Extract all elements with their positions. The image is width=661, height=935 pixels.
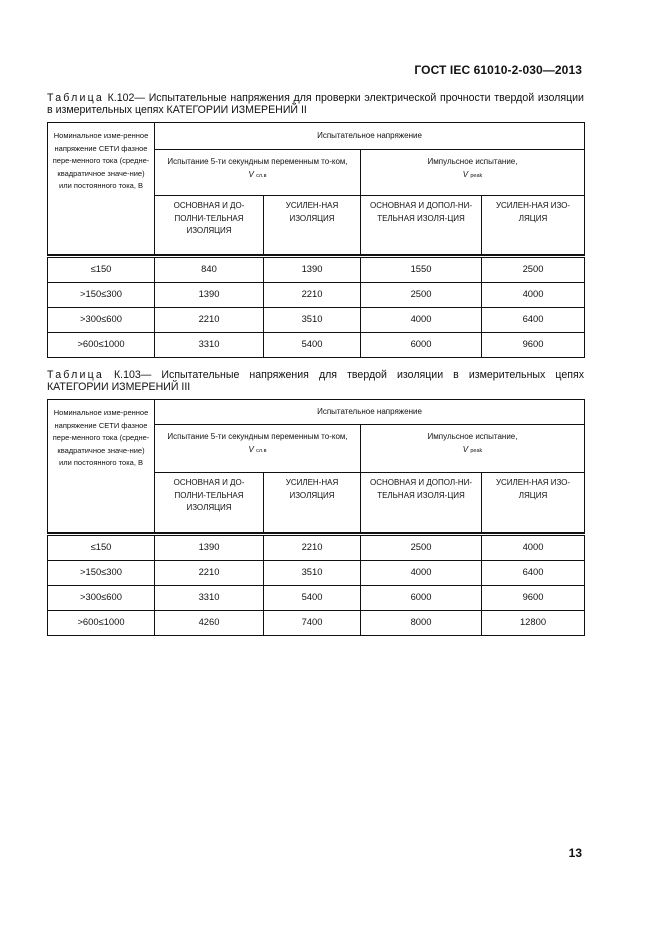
table2-subheader-impulse-subscript: peak [470, 447, 483, 454]
table-cell: 9600 [482, 332, 585, 357]
table-cell: 2210 [155, 560, 264, 585]
table1-subheader-ac-symbol: V [248, 169, 254, 179]
table-cell: 4000 [361, 560, 482, 585]
table1-corner-header: Номинальное изме-ренное напряжение СЕТИ фазное пере-менного тока (средне-квадратичное значе-ние) или постоянного тока, В [48, 123, 155, 255]
table2-subheader-ac [155, 425, 361, 473]
table1-subheader-impulse-symbol: V [462, 169, 469, 179]
table-cell: 4260 [155, 610, 264, 635]
table-cell: >300≤600 [48, 585, 155, 610]
table-cell: >600≤1000 [48, 332, 155, 357]
table1-subheader-ac-text: Испытание 5-ти секундным переменным то-ком, [167, 157, 348, 166]
table-row [48, 560, 585, 585]
table-cell: 2500 [361, 282, 482, 307]
table2-caption [47, 369, 584, 393]
table-row [48, 282, 585, 307]
table1-col-basic-impulse: ОСНОВНАЯ И ДОПОЛ-НИ-ТЕЛЬНАЯ ИЗОЛЯ-ЦИЯ [361, 196, 482, 255]
table2-subheader-impulse-text: Импульсное испытание, [427, 432, 518, 441]
table1-subheader-impulse-subscript: peak [470, 172, 483, 179]
table2-subheader-ac-symbol: V [248, 444, 254, 454]
table-cell: 4000 [361, 307, 482, 332]
table1-caption-word: Таблица [47, 92, 104, 104]
table-cell: >150≤300 [48, 282, 155, 307]
table-cell: 5400 [264, 332, 361, 357]
table2-subheader-impulse-symbol: V [462, 444, 469, 454]
table-row [48, 535, 585, 560]
table1-col-basic-ac: ОСНОВНАЯ И ДО-ПОЛНИ-ТЕЛЬНАЯ ИЗОЛЯЦИЯ [155, 196, 264, 255]
table2-col-reinforced-ac: УСИЛЕН-НАЯ ИЗОЛЯЦИЯ [264, 473, 361, 533]
table1-subheader-ac-subscript: сл.в [256, 172, 267, 179]
table-cell: 9600 [482, 585, 585, 610]
table2-subheader-ac-text: Испытание 5-ти секундным переменным то-ком, [167, 432, 348, 441]
table-row [48, 307, 585, 332]
table-cell: 7400 [264, 610, 361, 635]
table-cell: 3310 [155, 332, 264, 357]
table-cell: 4000 [482, 282, 585, 307]
table-cell: 2210 [264, 535, 361, 560]
table1-subheader-impulse [361, 150, 585, 196]
table2-corner-header: Номинальное изме-ренное напряжение СЕТИ фазное пере-менного тока (средне-квадратичное значе-ние) или постоянного тока, В [48, 400, 155, 533]
table-cell: 2210 [264, 282, 361, 307]
table2-col-basic-impulse: ОСНОВНАЯ И ДОПОЛ-НИ-ТЕЛЬНАЯ ИЗОЛЯ-ЦИЯ [361, 473, 482, 533]
table2-caption-word: Таблица [47, 369, 104, 381]
table-cell: >300≤600 [48, 307, 155, 332]
page-number: 13 [568, 846, 582, 860]
table1-group-header: Испытательное напряжение [155, 123, 585, 150]
table2-col-reinforced-impulse: УСИЛЕН-НАЯ ИЗО-ЛЯЦИЯ [482, 473, 585, 533]
table1-caption-text: К.102— Испытательные напряжения для проверки электрической прочности твердой изоляции в измерительных цепях КАТЕГОРИИ ИЗМЕРЕНИЙ II [47, 92, 584, 116]
table1 [47, 122, 585, 358]
table1-subheader-ac [155, 150, 361, 196]
table-cell: 6000 [361, 332, 482, 357]
table-cell: 1390 [155, 535, 264, 560]
table2-col-basic-ac: ОСНОВНАЯ И ДО-ПОЛНИ-ТЕЛЬНАЯ ИЗОЛЯЦИЯ [155, 473, 264, 533]
table1-caption [47, 92, 584, 116]
table-cell: 3510 [264, 560, 361, 585]
table-cell: 1550 [361, 257, 482, 282]
table-cell: >150≤300 [48, 560, 155, 585]
table-cell: 5400 [264, 585, 361, 610]
standard-designation: ГОСТ IEC 61010-2-030—2013 [414, 63, 582, 77]
table-cell: 12800 [482, 610, 585, 635]
table-cell: 8000 [361, 610, 482, 635]
table-row [48, 585, 585, 610]
table-row [48, 257, 585, 282]
table2-group-header: Испытательное напряжение [155, 400, 585, 425]
table-cell: 1390 [264, 257, 361, 282]
table-cell: 2500 [482, 257, 585, 282]
table2-caption-text: К.103— Испытательные напряжения для твердой изоляции в измерительных цепях КАТЕГОРИИ ИЗМЕРЕНИЙ III [47, 369, 584, 393]
table2-subheader-ac-subscript: сл.в [256, 447, 267, 454]
table-cell: 3510 [264, 307, 361, 332]
table1-subheader-impulse-text: Импульсное испытание, [427, 157, 518, 166]
table2 [47, 399, 585, 636]
table-row [48, 332, 585, 357]
table-row [48, 610, 585, 635]
table-cell: 4000 [482, 535, 585, 560]
table-cell: 840 [155, 257, 264, 282]
table-cell: 2500 [361, 535, 482, 560]
table1-col-reinforced-impulse: УСИЛЕН-НАЯ ИЗО-ЛЯЦИЯ [482, 196, 585, 255]
table-cell: 2210 [155, 307, 264, 332]
table-cell: 1390 [155, 282, 264, 307]
table1-col-reinforced-ac: УСИЛЕН-НАЯ ИЗОЛЯЦИЯ [264, 196, 361, 255]
table-cell: >600≤1000 [48, 610, 155, 635]
table-cell: 6400 [482, 560, 585, 585]
table-cell: 6400 [482, 307, 585, 332]
table-cell: ≤150 [48, 257, 155, 282]
table-cell: ≤150 [48, 535, 155, 560]
table-cell: 6000 [361, 585, 482, 610]
table-cell: 3310 [155, 585, 264, 610]
table2-subheader-impulse [361, 425, 585, 473]
